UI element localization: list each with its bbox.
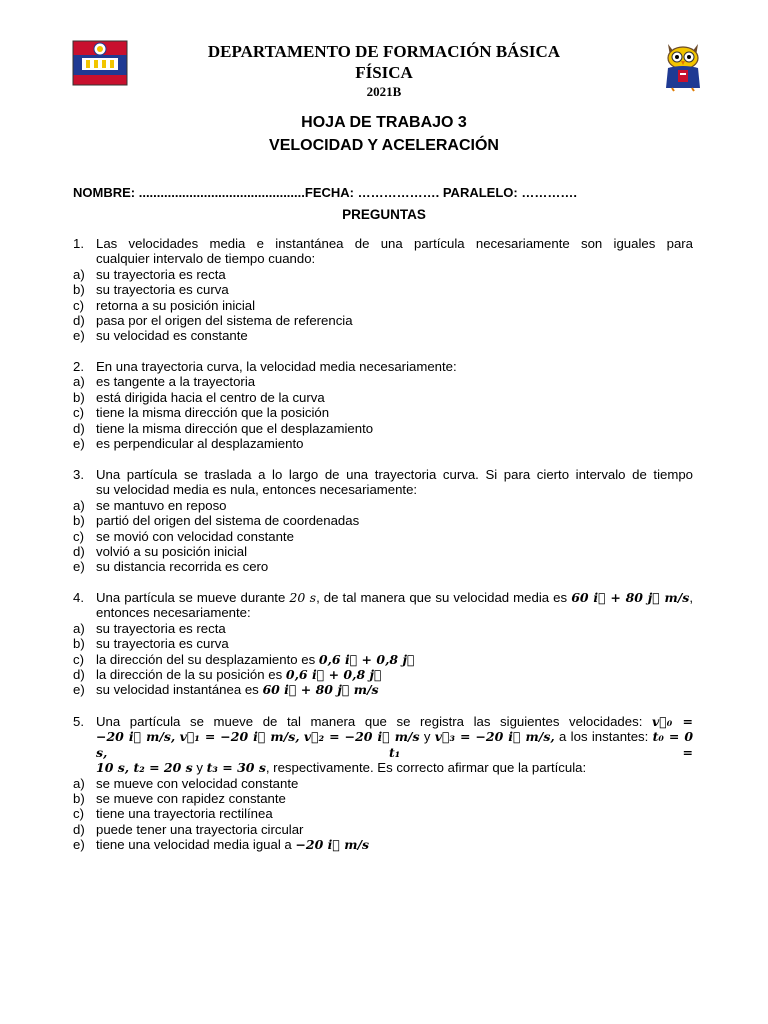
option-label: c) <box>73 528 84 544</box>
question-number: 2. <box>73 359 84 374</box>
option-label: d) <box>73 821 85 837</box>
option-item[interactable] <box>73 806 693 821</box>
option-item[interactable] <box>73 498 693 513</box>
option-text: tiene la misma dirección que la posición <box>96 405 330 421</box>
option-label: a) <box>73 775 85 791</box>
option-item[interactable] <box>73 822 693 837</box>
option-label: c) <box>73 651 84 667</box>
velocity-symbol: v⃗₀ = <box>651 714 693 729</box>
stem-text: Una partícula se mueve durante <box>96 590 286 605</box>
question-stem-line: su velocidad media es nula, entonces necesariamente: <box>96 482 418 498</box>
question-1 <box>73 236 693 344</box>
option-text: retorna a su posición inicial <box>96 297 256 313</box>
option-label: a) <box>73 497 85 513</box>
question-number: 4. <box>73 590 84 605</box>
option-text: pasa por el origen del sistema de referencia <box>96 313 353 329</box>
question-stem-line: Una partícula se traslada a lo largo de una trayectoria curva. Si para cierto intervalo de tiempo <box>96 467 693 482</box>
option-item[interactable] <box>73 267 693 282</box>
options-list <box>73 621 693 698</box>
option-item[interactable] <box>73 374 693 389</box>
option-item[interactable] <box>73 529 693 544</box>
section-title: PREGUNTAS <box>342 207 426 222</box>
option-text: es tangente a la trayectoria <box>96 374 256 390</box>
time-value: t₁ = <box>388 744 693 760</box>
option-label: b) <box>73 636 85 652</box>
option-label: c) <box>73 297 84 313</box>
option-item[interactable] <box>73 636 693 651</box>
option-text: su velocidad es constante <box>96 328 248 344</box>
student-info-line <box>73 185 577 200</box>
options-list <box>73 267 693 344</box>
option-text: puede tener una trayectoria circular <box>96 821 304 837</box>
option-item[interactable] <box>73 791 693 806</box>
option-item[interactable] <box>73 328 693 343</box>
option-text: su trayectoria es recta <box>96 266 226 282</box>
option-item[interactable] <box>73 436 693 451</box>
option-text: se mantuvo en reposo <box>96 497 227 513</box>
option-label: d) <box>73 313 85 329</box>
option-text: se mueve con velocidad constante <box>96 775 299 791</box>
option-text: la dirección de la su posición es <box>96 667 283 683</box>
velocity-value: v⃗₃ = −20 i⃗ m/s, <box>434 729 555 745</box>
option-item[interactable] <box>73 282 693 297</box>
option-label: c) <box>73 806 84 822</box>
option-item[interactable] <box>73 652 693 667</box>
stem-text: y <box>196 760 203 776</box>
owl-mascot-icon <box>660 38 706 92</box>
velocity-value: v⃗₂ = −20 i⃗ m/s <box>303 729 420 745</box>
question-stem-line <box>96 760 693 775</box>
time-value: 10 s, t₂ = 20 s <box>96 760 193 776</box>
option-label: b) <box>73 282 85 298</box>
option-label: b) <box>73 513 85 529</box>
option-label: d) <box>73 420 85 436</box>
option-math: 60 i⃗ + 80 j⃗ m/s <box>262 682 379 698</box>
option-item[interactable] <box>73 559 693 574</box>
question-number: 3. <box>73 467 84 482</box>
options-list <box>73 498 693 575</box>
question-number: 1. <box>73 236 84 251</box>
option-label: a) <box>73 620 85 636</box>
velocity-vector: 60 i⃗ + 80 j⃗ m/s <box>571 590 690 605</box>
option-label: a) <box>73 374 85 390</box>
option-label: e) <box>73 436 85 452</box>
option-text: su distancia recorrida es cero <box>96 559 269 575</box>
stem-text: y <box>423 729 431 745</box>
question-stem-line: cualquier intervalo de tiempo cuando: <box>96 251 316 267</box>
velocity-value: −20 i⃗ m/s, <box>96 729 176 745</box>
question-stem-line <box>96 729 693 760</box>
option-item[interactable] <box>73 298 693 313</box>
question-stem-line <box>96 714 693 729</box>
nombre-field: NOMBRE: .............................................. <box>73 185 305 200</box>
option-text: partió del origen del sistema de coordenadas <box>96 513 360 529</box>
term-label: 2021B <box>366 84 402 99</box>
question-stem-line: Las velocidades media e instantánea de una partícula necesariamente son iguales para <box>96 236 693 251</box>
option-label: a) <box>73 266 85 282</box>
institution-crest-icon <box>72 40 128 86</box>
question-3 <box>73 467 693 575</box>
option-item[interactable] <box>73 667 693 682</box>
question-stem-line <box>96 590 693 605</box>
option-item[interactable] <box>73 390 693 405</box>
question-stem-line: En una trayectoria curva, la velocidad media necesariamente: <box>96 359 457 374</box>
time-value: 20 s <box>289 590 317 605</box>
time-value: t₀ = 0 s, <box>96 729 694 760</box>
option-item[interactable] <box>73 544 693 559</box>
option-math: −20 i⃗ m/s <box>295 837 370 853</box>
option-label: d) <box>73 544 85 560</box>
fecha-field: FECHA: ………………. <box>304 185 440 200</box>
paralelo-field: PARALELO: …………. <box>442 185 577 200</box>
option-item[interactable] <box>73 421 693 436</box>
option-label: e) <box>73 837 85 853</box>
question-4 <box>73 590 693 698</box>
option-label: b) <box>73 791 85 807</box>
option-text: es perpendicular al desplazamiento <box>96 436 304 452</box>
option-math: 0,6 i⃗ + 0,8 j⃗ <box>285 667 382 683</box>
department-heading: DEPARTAMENTO DE FORMACIÓN BÁSICA <box>207 42 561 61</box>
option-label: c) <box>73 405 84 421</box>
option-text: su trayectoria es curva <box>96 636 229 652</box>
option-text: volvió a su posición inicial <box>96 544 247 560</box>
option-text: está dirigida hacia el centro de la curva <box>96 389 325 405</box>
option-text: su trayectoria es recta <box>96 620 226 636</box>
option-item[interactable] <box>73 776 693 791</box>
option-label: d) <box>73 667 85 683</box>
option-label: e) <box>73 559 85 575</box>
question-number: 5. <box>73 714 84 729</box>
option-item[interactable] <box>73 313 693 328</box>
option-text: su velocidad instantánea es <box>96 682 259 698</box>
option-label: e) <box>73 328 85 344</box>
option-label: e) <box>73 682 85 698</box>
stem-text: , de tal manera que su velocidad media es <box>316 590 568 605</box>
worksheet-title: HOJA DE TRABAJO 3 <box>301 114 467 131</box>
option-item[interactable] <box>73 405 693 420</box>
stem-text: a los instantes: <box>559 729 649 745</box>
option-item[interactable] <box>73 621 693 636</box>
option-text: su trayectoria es curva <box>96 282 229 298</box>
option-item[interactable] <box>73 513 693 528</box>
options-list <box>73 776 693 853</box>
option-text: tiene una velocidad media igual a <box>96 837 292 853</box>
option-item[interactable] <box>73 837 693 852</box>
question-5 <box>73 714 693 853</box>
option-text: tiene la misma dirección que el desplazamiento <box>96 420 374 436</box>
worksheet-topic: VELOCIDAD Y ACELERACIÓN <box>269 137 499 154</box>
stem-text: Una partícula se mueve de tal manera que se registra las siguientes velocidades: <box>96 714 643 729</box>
option-label: b) <box>73 389 85 405</box>
options-list <box>73 374 693 451</box>
question-2 <box>73 359 693 451</box>
velocity-value: v⃗₁ = −20 i⃗ m/s, <box>179 729 300 745</box>
stem-text: , <box>689 590 694 605</box>
option-text: la dirección del su desplazamiento es <box>96 651 316 667</box>
stem-text: , respectivamente. Es correcto afirmar que la partícula: <box>265 760 587 776</box>
subject-heading: FÍSICA <box>355 63 413 82</box>
time-value: t₃ = 30 s <box>206 760 266 776</box>
question-stem-line: entonces necesariamente: <box>96 605 251 621</box>
option-item[interactable] <box>73 682 693 697</box>
option-text: tiene una trayectoria rectilínea <box>96 806 273 822</box>
option-text: se movió con velocidad constante <box>96 528 294 544</box>
option-text: se mueve con rapidez constante <box>96 791 286 807</box>
option-math: 0,6 i⃗ + 0,8 j⃗ <box>318 651 415 667</box>
